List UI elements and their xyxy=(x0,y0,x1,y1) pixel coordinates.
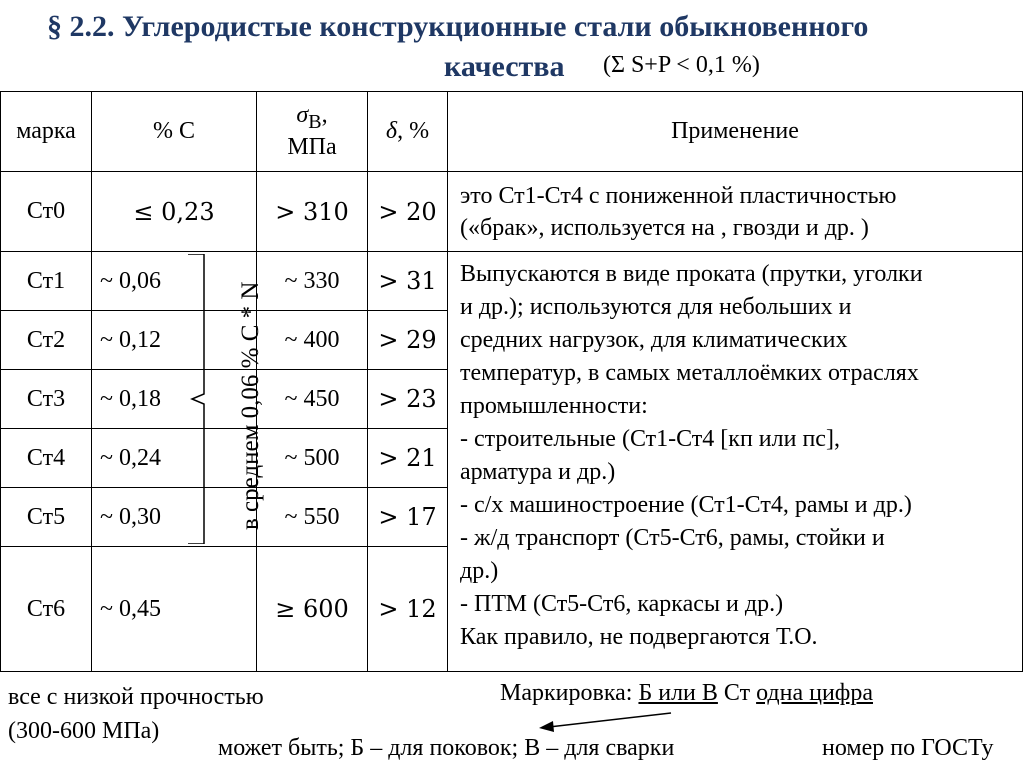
table-header-row xyxy=(1,92,1023,172)
carbon-cell: ~ 0,24 xyxy=(92,429,257,488)
header-grade: марка xyxy=(1,92,92,172)
strength-cell: > 310 xyxy=(257,172,368,252)
strength-cell: ~ 550 xyxy=(257,488,368,547)
title-line-1: § 2.2. Углеродистые конструкционные стали обыкновенного xyxy=(47,10,869,43)
strength-cell: ≥ 600 xyxy=(257,547,368,672)
gost-note: номер по ГОСТу xyxy=(822,735,994,761)
app-line: - строительные (Ст1-Ст4 [кп или пс], xyxy=(460,426,840,452)
application-cell-st0 xyxy=(448,172,1023,252)
app-line: Выпускаются в виде проката (прутки, уголки xyxy=(460,261,923,287)
strength-cell: ~ 500 xyxy=(257,429,368,488)
header-carbon: % С xyxy=(92,92,257,172)
app0-line: это Ст1-Ст4 с пониженной пластичностью xyxy=(460,182,897,209)
elong-cell: > 23 xyxy=(368,370,448,429)
carbon-cell: ~ 0,18 xyxy=(92,370,257,429)
strength-unit: МПа xyxy=(287,133,337,160)
elong-symbol: δ xyxy=(385,118,398,144)
elong-cell: > 29 xyxy=(368,311,448,370)
strength-subscript: B xyxy=(308,110,322,133)
app-line: Как правило, не подвергаются Т.О. xyxy=(460,624,818,650)
app0-line: («брак», используется на , гвозди и др. ) xyxy=(460,214,869,241)
carbon-cell: ~ 0,45 xyxy=(92,547,257,672)
header-strength xyxy=(257,92,368,172)
app-line: температур, в самых металлоёмких отраслях xyxy=(460,360,919,386)
marking-note xyxy=(500,680,873,707)
app-line: др.) xyxy=(460,558,499,584)
strength-cell: ~ 330 xyxy=(257,252,368,311)
strength-cell: ~ 450 xyxy=(257,370,368,429)
low-strength-note-line1: все с низкой прочностью xyxy=(8,684,264,710)
grade-cell: Ст2 xyxy=(1,311,92,370)
steel-grades-table xyxy=(0,91,1023,672)
app-line: - ж/д транспорт (Ст5-Ст6, рамы, стойки и xyxy=(460,525,885,551)
carbon-cell: ~ 0,12 xyxy=(92,311,257,370)
marking-st: Ст xyxy=(717,680,757,706)
grade-cell: Ст4 xyxy=(1,429,92,488)
elong-unit: , % xyxy=(397,118,430,144)
header-elongation xyxy=(368,92,448,172)
marking-digit: одна цифра xyxy=(756,680,873,706)
carbon-cell: ~ 0,30 xyxy=(92,488,257,547)
elong-cell: > 17 xyxy=(368,488,448,547)
app-line: средних нагрузок, для климатических xyxy=(460,327,848,353)
maybe-note: может быть; Б – для поковок; В – для сварки xyxy=(218,735,675,761)
elong-cell: > 12 xyxy=(368,547,448,672)
app-line: - ПТМ (Ст5-Ст6, каркасы и др.) xyxy=(460,591,784,617)
slide-title xyxy=(0,0,1024,90)
strength-comma: , xyxy=(321,102,328,129)
elong-cell: > 31 xyxy=(368,252,448,311)
title-condition: (Σ S+P < 0,1 %) xyxy=(603,52,760,78)
grade-cell: Ст5 xyxy=(1,488,92,547)
elong-cell: > 20 xyxy=(368,172,448,252)
strength-cell: ~ 400 xyxy=(257,311,368,370)
title-line-2: качества xyxy=(444,50,565,83)
strength-symbol: σ xyxy=(296,102,309,129)
carbon-cell: ~ 0,06 xyxy=(92,252,257,311)
header-application: Применение xyxy=(448,92,1023,172)
grade-cell: Ст1 xyxy=(1,252,92,311)
arrow-left-icon xyxy=(535,705,675,735)
low-strength-note-line2: (300-600 МПа) xyxy=(8,718,160,744)
grade-cell: Ст3 xyxy=(1,370,92,429)
marking-label: Маркировка: xyxy=(500,680,639,706)
app-line: и др.); используются для небольших и xyxy=(460,294,852,320)
carbon-cell: ≤ 0,23 xyxy=(92,172,257,252)
elong-cell: > 21 xyxy=(368,429,448,488)
app-line: промышленности: xyxy=(460,393,648,419)
app-line: - с/х машиностроение (Ст1-Ст4, рамы и др.) xyxy=(460,492,912,518)
application-cell-main xyxy=(448,252,1023,672)
table-row xyxy=(1,252,1023,311)
marking-bv: Б или В xyxy=(638,680,718,706)
grade-cell: Ст0 xyxy=(1,172,92,252)
grade-cell: Ст6 xyxy=(1,547,92,672)
table-row xyxy=(1,172,1023,252)
brace-note: в среднем 0,06 % С * N xyxy=(237,281,264,530)
app-line: арматура и др.) xyxy=(460,459,616,485)
